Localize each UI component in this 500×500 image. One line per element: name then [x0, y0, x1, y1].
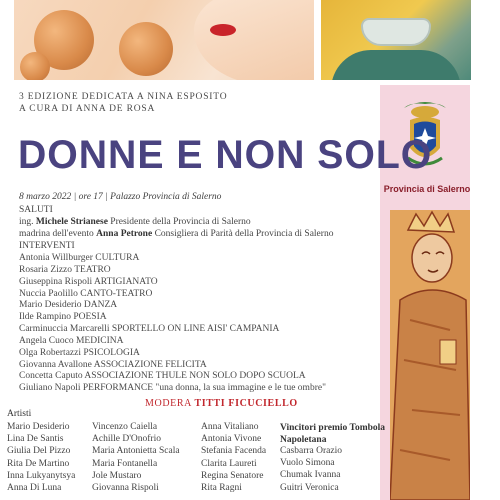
list-item: Jole Mustaro: [92, 470, 142, 481]
list-item: Casbarra Orazio: [280, 446, 342, 456]
list-item: Clarita Laureti: [201, 458, 257, 469]
list-item: Anna Di Luna: [7, 482, 62, 493]
greeting-name: Anna Petrone: [96, 229, 153, 239]
list-item: Concetta Caputo ASSOCIAZIONE THULE NON SOLO DOPO SCUOLA: [19, 371, 306, 382]
list-item: Anna Vitaliano: [201, 422, 259, 432]
list-item: Stefania Facenda: [201, 446, 267, 457]
list-item: Nuccia Paolillo CANTO-TEATRO: [19, 288, 153, 299]
page-title: DONNE E NON SOLO: [18, 133, 433, 177]
fresco-king-illustration: [390, 210, 470, 500]
saluti-heading: SALUTI: [19, 205, 53, 215]
artist-column: [92, 422, 180, 495]
artisti-heading: Artisti: [7, 409, 32, 419]
list-item: Giuliano Napoli PERFORMANCE "una donna, la sua immagine e le tue ombre": [19, 383, 326, 394]
list-item: Vuolo Simona: [280, 458, 335, 469]
virus-illustration: [119, 22, 173, 76]
greeting-prefix: ing.: [19, 217, 36, 227]
list-item: Carminuccia Marcarelli SPORTELLO ON LINE AISI' CAMPANIA: [19, 324, 280, 335]
vincitori-heading-line: Napoletana: [280, 435, 327, 445]
vincitori-heading: [280, 422, 385, 446]
list-item: Maria Antonietta Scala: [92, 446, 180, 457]
list-item: Inna Lukyanytsya: [7, 470, 76, 481]
list-item: Antonia Willburger CULTURA: [19, 253, 140, 263]
province-label: Provincia di Salerno: [383, 184, 471, 194]
curator-line: A CURA DI ANNA DE ROSA: [19, 104, 156, 114]
list-item: Angela Cuoco MEDICINA: [19, 335, 124, 346]
list-item: Giovanna Rispoli: [92, 482, 159, 493]
list-item: Rosaria Zizzo TEATRO: [19, 264, 111, 275]
list-item: Vincenzo Caiella: [92, 422, 158, 432]
list-item: Guitri Veronica: [280, 482, 339, 493]
moderator-name: TITTI FICUCIELLO: [194, 398, 298, 409]
event-meta: 8 marzo 2022 | ore 17 | Palazzo Provincia di Salerno: [19, 192, 222, 202]
list-item: Giuseppina Rispoli ARTIGIANATO: [19, 276, 158, 287]
winners-column: [280, 446, 342, 495]
greeting-role: Consigliera di Parità della Provincia di Salerno: [152, 229, 334, 239]
list-item: Lina De Santis: [7, 434, 64, 445]
list-item: Ilde Rampino POESIA: [19, 312, 107, 323]
list-item: Rita De Martino: [7, 458, 70, 469]
vincitori-heading-line: Vincitori premio Tombola: [280, 423, 386, 433]
header-artwork-nurse: [321, 0, 471, 80]
list-item: Regina Senatore: [201, 470, 264, 481]
artist-column: [201, 422, 266, 495]
list-item: Mario Desiderio: [7, 422, 70, 432]
lips-illustration: [210, 24, 236, 36]
list-item: Giulia Del Pizzo: [7, 446, 71, 457]
list-item: Maria Fontanella: [92, 458, 158, 469]
greeting-line: [19, 229, 333, 239]
nurse-gown-illustration: [331, 50, 461, 80]
artist-column: [7, 422, 75, 495]
greeting-line: [19, 217, 251, 227]
list-item: Olga Robertazzi PSICOLOGIA: [19, 347, 140, 358]
list-item: Antonia Vivone: [201, 434, 262, 445]
greeting-role: Presidente della Provincia di Salerno: [107, 217, 251, 227]
list-item: Achille D'Onofrio: [92, 434, 161, 445]
interventi-heading: INTERVENTI: [19, 241, 75, 251]
moderator-line: [145, 398, 298, 409]
list-item: Chumak Ivanna: [280, 470, 341, 481]
greeting-name: Michele Strianese: [35, 217, 108, 227]
interventi-list: [19, 253, 326, 395]
edition-line: 3 EDIZIONE DEDICATA A NINA ESPOSITO: [19, 92, 228, 102]
virus-illustration: [20, 52, 50, 80]
woman-face-illustration: [194, 0, 314, 80]
list-item: Rita Ragni: [201, 482, 242, 493]
moderator-label: MODERA: [145, 398, 192, 409]
list-item: Giovanna Avallone ASSOCIAZIONE FELICITA: [19, 359, 207, 370]
list-item: Mario Desiderio DANZA: [19, 300, 118, 311]
greeting-prefix: madrina dell'evento: [19, 229, 97, 239]
face-mask-illustration: [361, 18, 431, 46]
header-artwork-virus-face: [14, 0, 314, 80]
